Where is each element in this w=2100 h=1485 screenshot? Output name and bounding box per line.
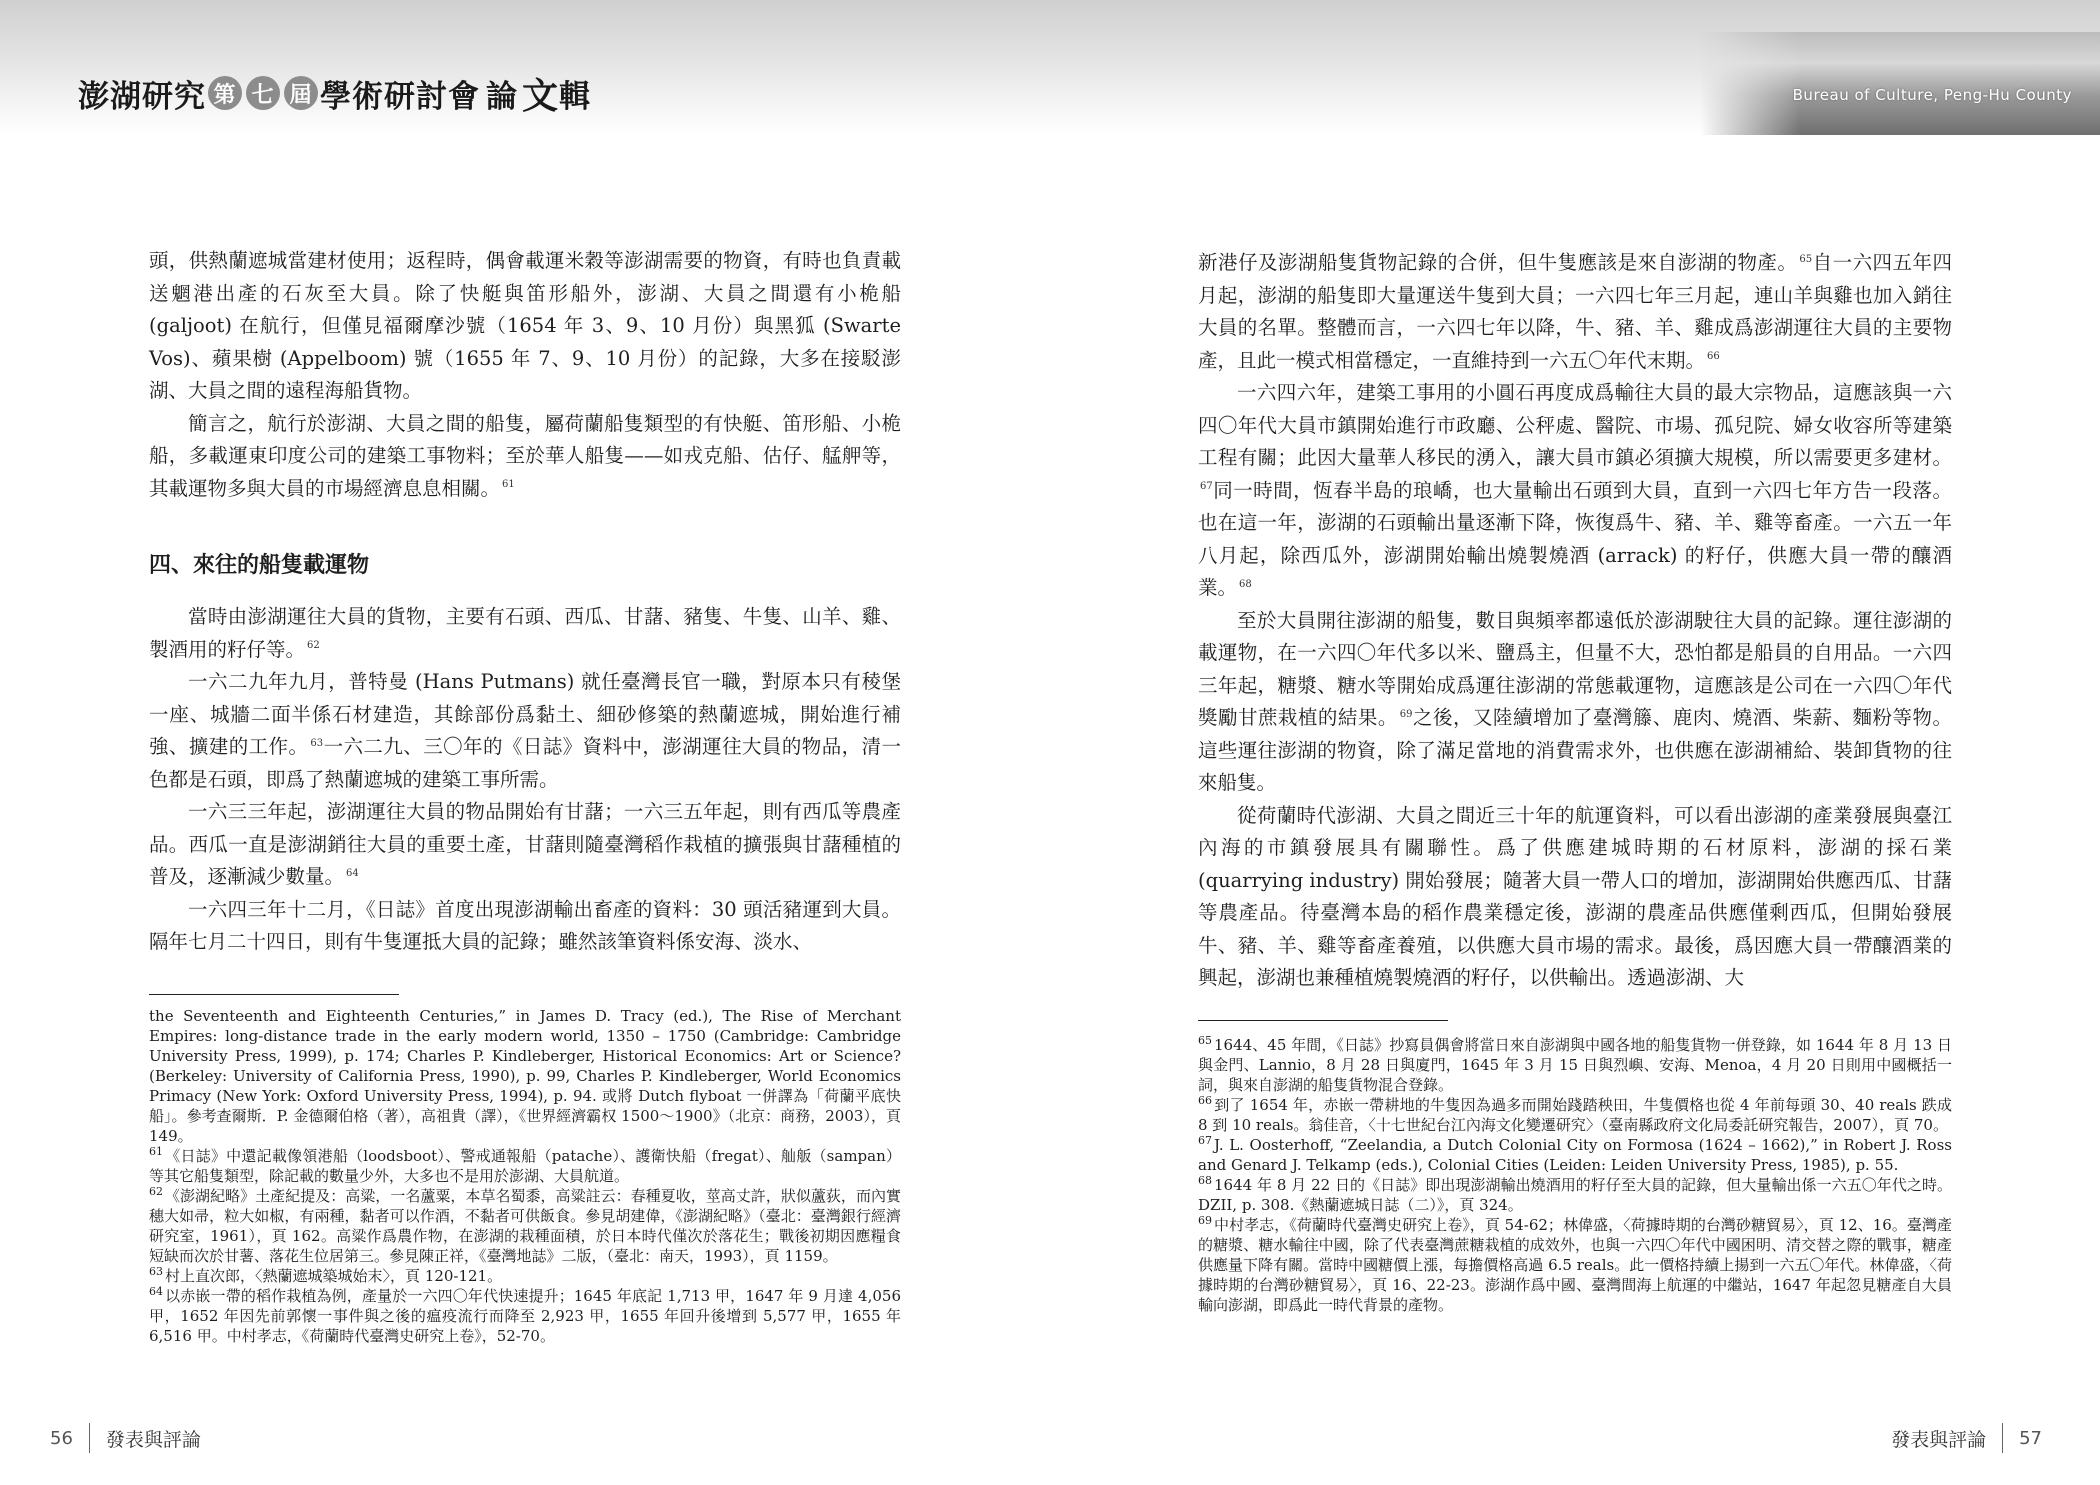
footnote: $^{64}$ 以赤嵌一帶的稻作栽植為例，產量於一六四〇年代快速提升；1645 年底記 1,713 甲，1647 年 9 月達 4,056 甲，1652 年因先前郭懷一事件與之後的瘟疫流行而降至 2,923 甲，1655 年回升後增到 5,577 甲，1655 年 6,516 甲。中村孝志，《荷蘭時代臺灣史研究上卷》，52-70。 [149,1285,901,1345]
footnote-number: 65 [1198,1034,1212,1047]
footnote-number: 67 [1198,1134,1212,1147]
footnote-number: 66 [1198,1094,1212,1107]
running-header [0,0,2100,135]
footnote: $^{69}$ 中村孝志，《荷蘭時代臺灣史研究上卷》，頁 54-62；林偉盛，〈荷據時期的台灣砂糖貿易〉，頁 12、16。臺灣產的糖漿、糖水輸往中國，除了代表臺灣蔗糖栽植的成效外，也與一六四〇年代中國困明、清交替之際的戰事，糖產供應量下降有關。當時中國糖價上漲，每擔價格高過 6.5 reals。此一價格持續上揚到一六五〇年代。林偉盛，〈荷據時期的台灣砂糖貿易〉，頁 16、22-23。澎湖作爲中國、臺灣間海上航運的中繼站，1647 年起忽見糖產自大員輸向澎湖，即爲此一時代背景的產物。 [1198,1214,1952,1314]
footnote-ref[interactable]: 66 [1707,351,1720,362]
title-prefix: 澎湖研究 [78,78,206,115]
bureau-caption: Bureau of Culture, Peng-Hu County [1792,86,2072,104]
section-label: 發表與評論 [1891,1428,1987,1451]
title-char-qi: 七 [246,76,280,110]
body-paragraph: 一六四六年，建築工事用的小圓石再度成爲輸往大員的最大宗物品，這應該與一六四〇年代大員市鎮開始進行市政廳、公秤處、醫院、市場、孤兒院、婦女收容所等建築工程有關；此因大量華人移民的湧入，讓大員市鎮必須擴大規模，所以需要更多建材。$^{67}$同一時間，恆春半島的琅嶠，也大量輸出石頭到大員，直到一六四七年方告一段落。也在這一年，澎湖的石頭輸出量逐漸下降，恢復爲牛、豬、羊、雞等畜產。一六五一年八月起，除西瓜外，澎湖開始輸出燒製燒酒 (arrack) 的籽仔，供應大員一帶的釀酒業。 $^{68}$ [1198,381,1952,599]
footer-divider [89,1423,90,1453]
header-landscape-photo [1700,32,2100,135]
footnote: $^{61}$ 《日誌》中還記載像領港船（loodsboot）、警戒通報船（patache）、護衛快船（fregat）、舢舨（sampan）等其它船隻類型，除記載的數量少外，大多也不是用於澎湖、大員航道。 [149,1145,901,1185]
body-paragraph: 頭，供熱蘭遮城當建材使用；返程時，偶會載運米穀等澎湖需要的物資，有時也負責載送魍港出產的石灰至大員。除了快艇與笛形船外，澎湖、大員之間還有小桅船 (galjoot) 在航行，但僅見福爾摩沙號（1654 年 3、9、10 月份）與黑狐 (Swarte Vos)、蘋果樹 (Appelboom) 號（1655 年 7、9、10 月份）的記錄，大多在接駁澎湖、大員之間的遠程海船貨物。 [149,249,901,402]
footnote-ref[interactable]: 62 [307,640,320,651]
body-paragraph: 新港仔及澎湖船隻貨物記錄的合併，但牛隻應該是來自澎湖的物產。 $^{65}$自一六四五年四月起，澎湖的船隻即大量運送牛隻到大員；一六四七年三月起，連山羊與雞也加入銷往大員的名單。整體而言，一六四七年以降，牛、豬、羊、雞成爲澎湖運往大員的主要物產，且此一模式相當穩定，一直維持到一六五〇年代末期。 $^{66}$ [1198,251,1952,372]
right-page-body [1198,247,1952,995]
body-paragraph: 簡言之，航行於澎湖、大員之間的船隻，屬荷蘭船隻類型的有快艇、笛形船、小桅船，多載運東印度公司的建築工事物料；至於華人船隻——如戎克船、估仔、艋舺等，其載運物多與大員的市場經濟息息相關。 $^{61}$ [149,411,901,500]
footnote-divider-left [149,994,399,995]
title-char-lun: 論 [486,78,518,115]
left-page-body [149,245,901,959]
footnote-number: 62 [149,1185,163,1198]
footer-left [50,1420,201,1456]
footnote-ref[interactable]: 65 [1799,253,1813,265]
title-char-jie: 屆 [284,76,318,110]
body-paragraph: 一六三三年起，澎湖運往大員的物品開始有甘藷；一六三五年起，則有西瓜等農產品。西瓜一直是澎湖銷往大員的重要土產，甘藷則隨臺灣稻作栽植的擴張與甘藷種植的普及，逐漸減少數量。 $^{64}$ [149,800,901,888]
footnote: the Seventeenth and Eighteenth Centuries,” in James D. Tracy (ed.), The Rise of Merchant Empires: long-distance trade in the early modern world, 1350 – 1750 (Cambridge: Cambridge University Press, 1999), p. 174; Charles P. Kindleberger, Historical Economics: Art or Science? (Berkeley: University of California Press, 1990), p. 99, Charles P. Kindleberger, World Economics Primacy (New York: Oxford University Press, 1994), p. 94. 或將 Dutch flyboat 一併譯為「荷蘭平底快船」。參考查爾斯．P. 金德爾伯格（著），高祖貴（譯），《世界經濟霸权 1500～1900》（北京：商務，2003），頁 149。 [149,1007,901,1145]
title-char-wen: 文 [522,75,560,117]
footer-divider [2002,1423,2003,1453]
section-heading: 四、來往的船隻載運物 [149,553,370,578]
footnote-number: 68 [1198,1174,1212,1187]
footnote: $^{65}$ 1644、45 年間，《日誌》抄寫員偶會將當日來自澎湖與中國各地的船隻貨物一併登錄，如 1644 年 8 月 13 日與金門、Lannio，8 月 28 日與廈門，1645 年 3 月 15 日與烈嶼、安海、Menoa，4 月 20 日則用中國概括一詞，與來自澎湖的船隻貨物混合登錄。 [1198,1034,1952,1094]
footnote: $^{66}$ 到了 1654 年，赤嵌一帶耕地的牛隻因為過多而開始踐踏秧田，牛隻價格也從 4 年前每頭 30、40 reals 跌成 8 到 10 reals。翁佳音，〈十七世紀台江內海文化變遷研究〉（臺南縣政府文化局委託研究報告，2007），頁 70。 [1198,1094,1952,1134]
body-paragraph: 一六四三年十二月，《日誌》首度出現澎湖輸出畜產的資料：30 頭活豬運到大員。隔年七月二十四日，則有牛隻運抵大員的記錄；雖然該筆資料係安海、淡水、 [149,897,901,953]
footnote-number: 63 [149,1265,163,1278]
footnote-ref[interactable]: 64 [346,867,359,879]
footnote-number: 64 [149,1285,163,1298]
footnotes-right [1198,1035,1952,1315]
title-char-di: 第 [208,76,242,110]
footnote-divider-right [1198,1020,1448,1021]
body-paragraph: 當時由澎湖運往大員的貨物，主要有石頭、西瓜、甘藷、豬隻、牛隻、山羊、雞、製酒用的籽仔等。 $^{62}$ [149,605,901,661]
footnote-ref[interactable]: 68 [1239,578,1252,590]
footnote-number: 61 [149,1145,163,1158]
page-number: 56 [50,1427,73,1449]
footnote: $^{63}$ 村上直次郎，〈熱蘭遮城築城始末〉，頁 120-121。 [149,1265,503,1285]
body-paragraph: 從荷蘭時代澎湖、大員之間近三十年的航運資料，可以看出澎湖的產業發展與臺江內海的市鎮發展具有關聯性。爲了供應建城時期的石材原料，澎湖的採石業 (quarrying industry) 開始發展；隨著大員一帶人口的增加，澎湖開始供應西瓜、甘藷等農產品。待臺灣本島的稻作農業穩定後，澎湖的農產品供應僅剩西瓜，但開始發展牛、豬、羊、雞等畜產養殖，以供應大員市場的需求。最後，爲因應大員一帶釀酒業的興起，澎湖也兼種植燒製燒酒的籽仔，以供輸出。透過澎湖、大 [1198,803,1952,989]
footnote-ref[interactable]: 69 [1399,708,1413,720]
footnote: $^{62}$ 《澎湖紀略》土產紀提及：高粱，一名蘆粟，本草名蜀黍，高粱註云：春種夏收，莖高丈許，狀似蘆荻，而內實穗大如帚，粒大如椒，有兩種，黏者可以作酒，不黏者可供飯食。參見胡建偉，《澎湖紀略》（臺北：臺灣銀行經濟研究室，1961），頁 162。高粱作爲農作物，在澎湖的栽種面積，於日本時代僅次於落花生；戰後初期因應糧食短缺而次於甘薯、落花生位居第三。參見陳正祥，《臺灣地誌》二版，（臺北：南天，1993），頁 1159。 [149,1185,901,1265]
title-middle: 學術研討會 [320,78,480,115]
footnotes-left [149,1006,901,1346]
footnote-ref[interactable]: 63 [310,737,324,749]
footnote: $^{67}$ J. L. Oosterhoff, “Zeelandia, a Dutch Colonial City on Formosa (1624 – 1662),” in Robert J. Ross and Genard J. Telkamp (eds.), Colonial Cities (Leiden: Leiden University Press, 1985), p. 55. [1198,1134,1952,1174]
page-number: 57 [2019,1427,2042,1449]
journal-title [78,68,591,118]
footnote-ref[interactable]: 61 [502,479,515,490]
body-paragraph: 一六二九年九月，普特曼 (Hans Putmans) 就任臺灣長官一職，對原本只有稜堡一座、城牆二面半係石材建造，其餘部份爲黏土、細砂修築的熱蘭遮城，開始進行補強、擴建的工作。 $^{63}$一六二九、三〇年的《日誌》資料中，澎湖運往大員的物品，清一色都是石頭，即爲了熱蘭遮城的建築工事所需。 [149,670,901,791]
footnote-number: 69 [1198,1214,1212,1227]
body-paragraph: 至於大員開往澎湖的船隻，數目與頻率都遠低於澎湖駛往大員的記錄。運往澎湖的載運物，在一六四〇年代多以米、鹽爲主，但量不大，恐怕都是船員的自用品。一六四三年起，糖漿、糖水等開始成爲運往澎湖的常態載運物，這應該是公司在一六四〇年代獎勵甘蔗栽植的結果。 $^{69}$之後，又陸續增加了臺灣籐、鹿肉、燒酒、柴薪、麵粉等物。這些運往澎湖的物資，除了滿足當地的消費需求外，也供應在澎湖補給、裝卸貨物的往來船隻。 [1198,608,1952,794]
footnote: $^{68}$ 1644 年 8 月 22 日的《日誌》即出現澎湖輸出燒酒用的籽仔至大員的記錄，但大量輸出係一六五〇年代之時。DZII, p. 308.《熱蘭遮城日誌（二）》，頁 324。 [1198,1174,1952,1214]
section-label: 發表與評論 [105,1428,201,1451]
footnote-ref[interactable]: 67 [1200,481,1213,492]
title-char-ji: 輯 [559,78,592,115]
footer-right [1891,1420,2042,1456]
